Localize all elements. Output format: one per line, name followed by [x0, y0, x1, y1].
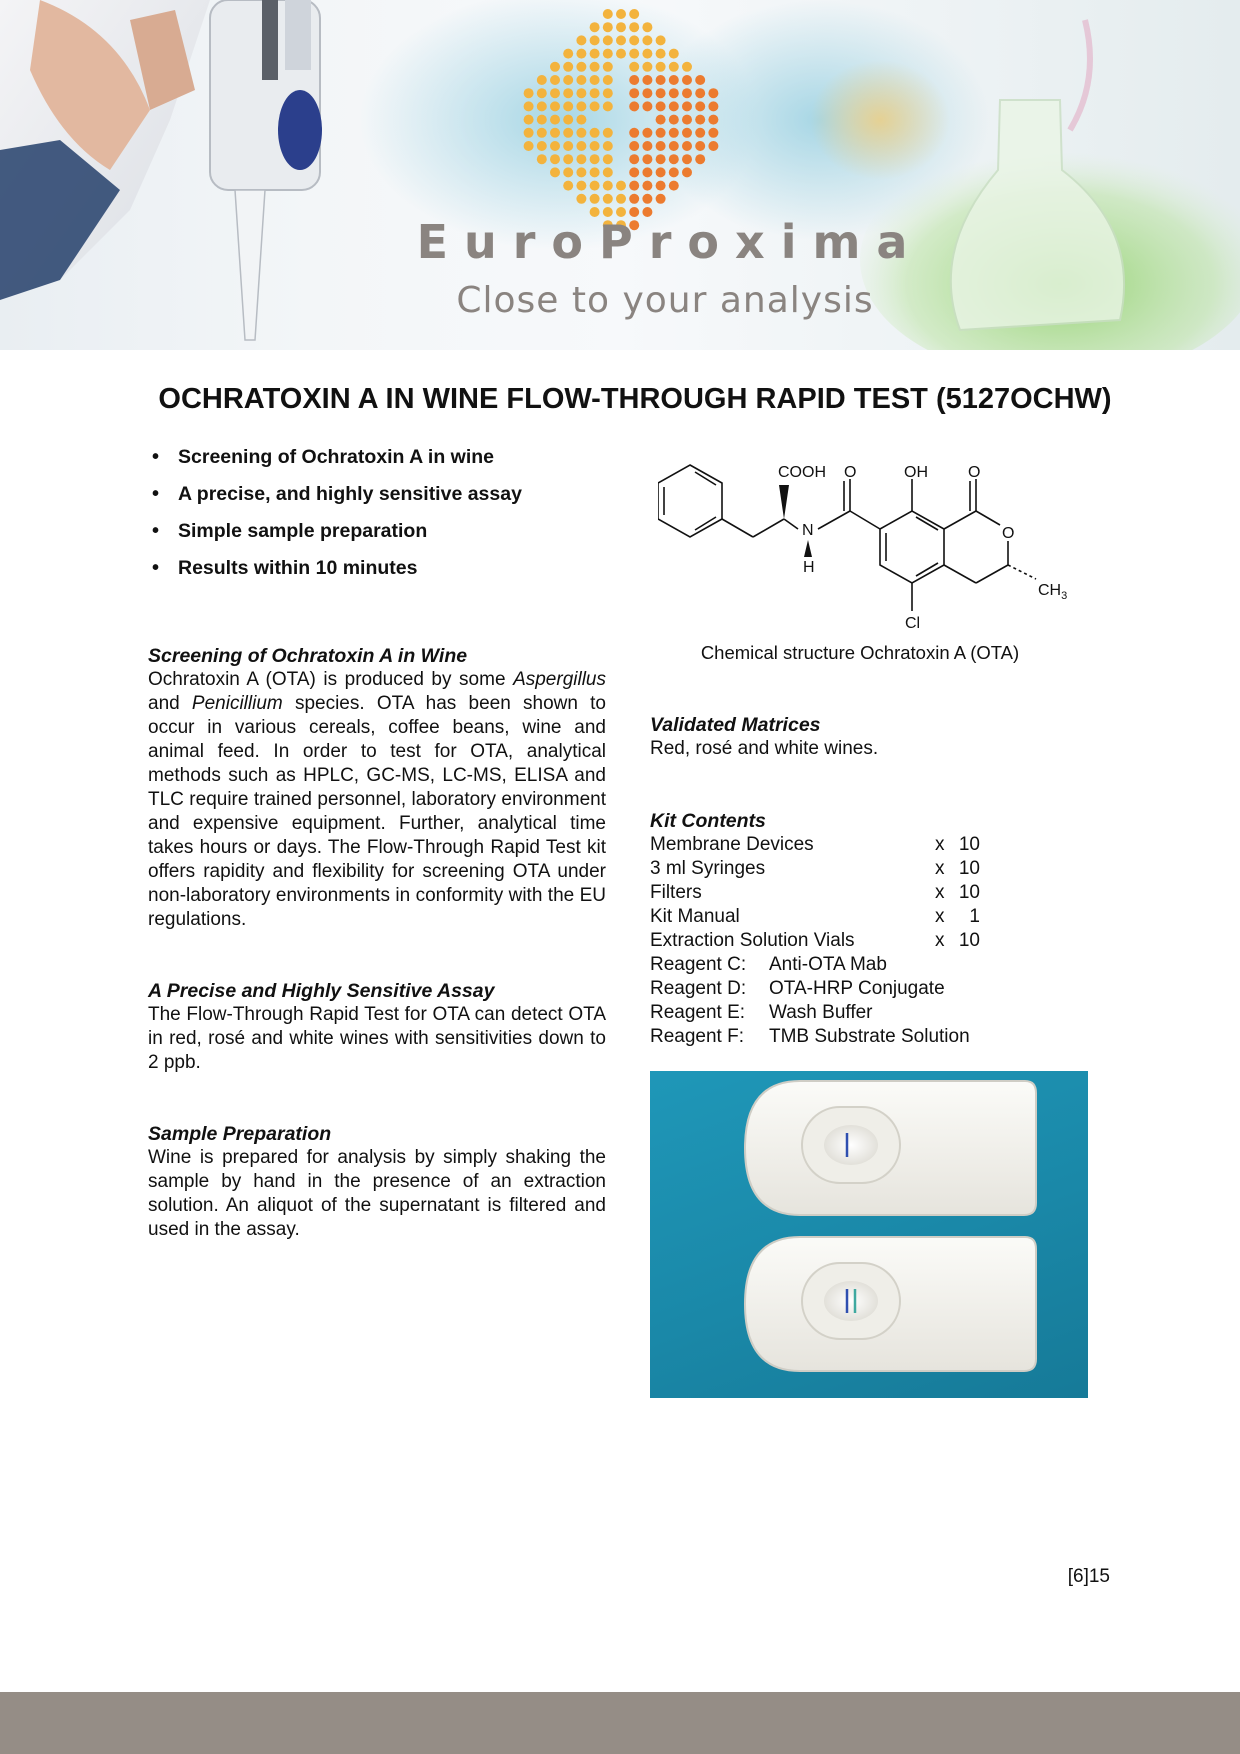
kit-item-row	[650, 929, 1130, 953]
kit-item-row	[650, 857, 1130, 881]
reagent-row	[650, 977, 1130, 1001]
section-body: Ochratoxin A (OTA) is produced by some Aspergillus and Penicillium species. OTA has been shown to occur in various cereals, coffee beans, wine and animal feed. In order to test for OTA, analytical methods such as HPLC, GC-MS, LC-MS, ELISA and TLC require trained personnel, laboratory environment and expensive equipment. Further, analytical time takes hours or days. The Flow-Through Rapid Test kit offers rapidity and flexibility for screening OTA under non-laboratory environments in conformity with the EU regulations.	[148, 669, 606, 930]
reagent-label: Reagent E:	[650, 1002, 746, 1023]
brand-tagline: Close to your analysis	[456, 280, 874, 321]
section-heading: Sample Preparation	[148, 1123, 332, 1145]
section-heading: Screening of Ochratoxin A in Wine	[148, 645, 468, 667]
kit-item-quantity: 10	[958, 858, 980, 879]
kit-item-quantity: 10	[958, 882, 980, 903]
amide-oxygen-label: O	[844, 464, 857, 481]
section-heading: Validated Matrices	[650, 714, 821, 736]
bullet-icon: •	[152, 520, 160, 542]
bullet-icon: •	[152, 557, 160, 579]
membrane-device-negative	[745, 1081, 1036, 1215]
header-banner	[0, 0, 1240, 350]
kit-item-row	[650, 881, 1130, 905]
section-body: Red, rosé and white wines.	[650, 738, 879, 759]
kit-item-quantity: 1	[969, 906, 980, 927]
feature-bullet: • Screening of Ochratoxin A in wine	[148, 443, 606, 480]
feature-bullet: • Simple sample preparation	[148, 517, 606, 554]
kit-item-times: x	[935, 858, 945, 879]
kit-item-times: x	[935, 882, 945, 903]
section-validated-matrices	[650, 713, 1130, 761]
section-screening	[148, 644, 606, 932]
test-device-photo	[650, 1071, 1088, 1398]
reagent-row	[650, 953, 1130, 977]
section-kit-contents	[650, 809, 1130, 1049]
kit-item-name: Membrane Devices	[650, 834, 814, 855]
kit-item-row	[650, 833, 1130, 857]
reagent-row	[650, 1025, 1130, 1049]
section-sample-preparation	[148, 1122, 606, 1242]
reagent-label: Reagent D:	[650, 978, 747, 999]
kit-item-times: x	[935, 906, 945, 927]
section-body: Wine is prepared for analysis by simply shaking the sample by hand in the presence of an extraction solution. An aliquot of the supernatant is filtered and used in the assay.	[148, 1147, 606, 1240]
reagent-row	[650, 1001, 1130, 1025]
kit-item-name: Kit Manual	[650, 906, 740, 927]
membrane-device-positive	[745, 1237, 1036, 1371]
kit-item-quantity: 10	[958, 930, 980, 951]
left-column	[148, 443, 606, 1242]
reagent-value: Anti-OTA Mab	[769, 954, 887, 975]
section-precise-assay	[148, 979, 606, 1075]
document-title: OCHRATOXIN A IN WINE FLOW-THROUGH RAPID TEST (5127OCHW)	[158, 383, 1112, 415]
membrane-devices-illustration	[650, 1071, 1088, 1398]
kit-item-name: 3 ml Syringes	[650, 858, 766, 879]
reagent-label: Reagent C:	[650, 954, 747, 975]
right-column	[650, 455, 1130, 1398]
reagent-label: Reagent F:	[650, 1026, 744, 1047]
lactone-oxygen-label: O	[968, 464, 981, 481]
kit-item-quantity: 10	[958, 834, 980, 855]
kit-item-name: Extraction Solution Vials	[650, 930, 855, 951]
kit-item-times: x	[935, 834, 945, 855]
kit-item-name: Filters	[650, 882, 702, 903]
feature-bullet: • Results within 10 minutes	[148, 554, 606, 591]
feature-bullet: • A precise, and highly sensitive assay	[148, 480, 606, 517]
footer-bar	[0, 1692, 1240, 1754]
kit-item-times: x	[935, 930, 945, 951]
section-body: The Flow-Through Rapid Test for OTA can detect OTA in red, rosé and white wines with sensitivities down to 2 ppb.	[148, 1004, 606, 1073]
feature-bullet-list	[148, 443, 606, 591]
genus-name: Aspergillus	[513, 669, 606, 690]
ochratoxin-structure-svg	[658, 455, 1078, 635]
cooh-label: COOH	[778, 464, 826, 481]
bullet-icon: •	[152, 446, 160, 468]
hydrogen-label: H	[803, 559, 815, 576]
reagent-value: Wash Buffer	[769, 1002, 873, 1023]
methyl-label: $CH_3$	[1038, 582, 1068, 602]
ring-oxygen-label: O	[1002, 525, 1015, 542]
section-heading: A Precise and Highly Sensitive Assay	[148, 980, 495, 1002]
reagent-value: OTA-HRP Conjugate	[769, 978, 945, 999]
reagent-value: TMB Substrate Solution	[769, 1026, 970, 1047]
structure-caption: Chemical structure Ochratoxin A (OTA)	[700, 642, 1020, 663]
brand-name: EuroProxima	[416, 215, 924, 269]
hydroxyl-label: OH	[904, 464, 928, 481]
chemical-structure-diagram	[658, 455, 1078, 635]
nitrogen-label: N	[802, 522, 814, 539]
chlorine-label: Cl	[905, 615, 921, 632]
genus-name: Penicillium	[191, 693, 283, 714]
section-heading: Kit Contents	[650, 810, 766, 832]
bullet-icon: •	[152, 483, 160, 505]
kit-item-row	[650, 905, 1130, 929]
page-number: [6]15	[1067, 1566, 1110, 1587]
